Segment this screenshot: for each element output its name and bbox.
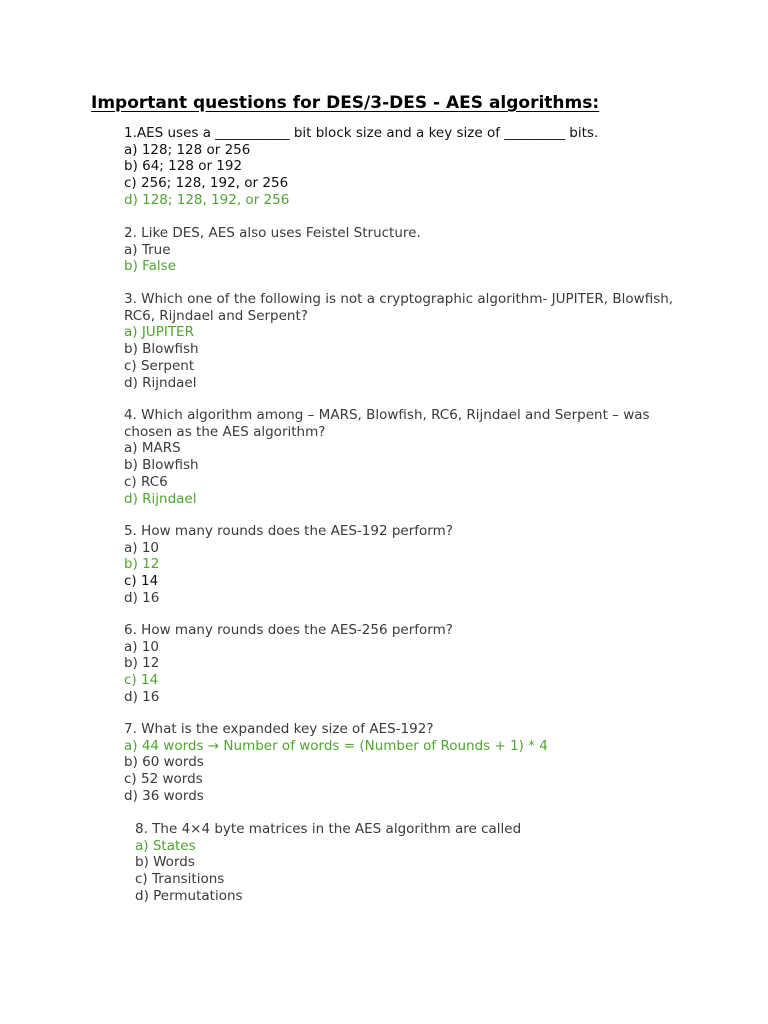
option-a: a) MARS xyxy=(124,440,181,457)
option-b-correct: b) 12 xyxy=(124,556,160,573)
question-1 xyxy=(124,125,684,209)
option-c-correct: c) 14 xyxy=(124,672,159,689)
question-8 xyxy=(135,821,695,905)
option-d: d) 16 xyxy=(124,589,160,606)
question-5 xyxy=(124,523,684,607)
option-a-correct: a) JUPITER xyxy=(124,324,194,341)
option-b: b) Words xyxy=(135,854,195,871)
option-a: a) 10 xyxy=(124,539,160,556)
option-b: b) Blowfish xyxy=(124,341,199,358)
option-c: c) RC6 xyxy=(124,473,168,490)
option-c: c) 256; 128, 192, or 256 xyxy=(124,175,289,192)
question-6 xyxy=(124,622,684,706)
option-d: d) 16 xyxy=(124,688,160,705)
option-c: c) 52 words xyxy=(124,771,203,788)
option-c: c) Transitions xyxy=(135,871,225,888)
option-a-correct: a) 44 words → Number of words = (Number of Rounds + 1) * 4 xyxy=(124,737,548,754)
question-2 xyxy=(124,225,684,275)
option-c: c) 14 xyxy=(124,573,159,590)
option-b: b) 12 xyxy=(124,655,160,672)
question-text: 8. The 4×4 byte matrices in the AES algorithm are called xyxy=(135,821,522,837)
question-4 xyxy=(124,407,684,507)
question-text: 2. Like DES, AES also uses Feistel Structure. xyxy=(124,225,421,241)
option-d-correct: d) 128; 128, 192, or 256 xyxy=(124,191,290,208)
question-3 xyxy=(124,291,684,391)
option-b: b) 64; 128 or 192 xyxy=(124,158,243,175)
option-a-correct: a) States xyxy=(135,837,196,854)
option-c: c) Serpent xyxy=(124,357,195,374)
question-text: 7. What is the expanded key size of AES-192? xyxy=(124,721,434,737)
question-text: 5. How many rounds does the AES-192 perform? xyxy=(124,523,453,539)
option-b: b) 60 words xyxy=(124,754,204,771)
option-a: a) 10 xyxy=(124,638,160,655)
option-b: b) Blowfish xyxy=(124,457,199,474)
question-7 xyxy=(124,721,684,805)
option-a: a) 128; 128 or 256 xyxy=(124,141,251,158)
option-b-correct: b) False xyxy=(124,258,177,275)
question-text: 1.AES uses a ___________ bit block size and a key size of _________ bits. xyxy=(124,125,599,141)
page-title: Important questions for DES/3-DES - AES algorithms: xyxy=(91,93,600,113)
option-a: a) True xyxy=(124,241,171,258)
option-d: d) 36 words xyxy=(124,787,204,804)
question-text: 6. How many rounds does the AES-256 perform? xyxy=(124,622,453,638)
question-text: 4. Which algorithm among – MARS, Blowfish, RC6, Rijndael and Serpent – was chosen as the AES algorithm? xyxy=(124,407,654,440)
question-text: 3. Which one of the following is not a cryptographic algorithm- JUPITER, Blowfish, RC6, Rijndael and Serpent? xyxy=(124,291,678,324)
option-d-correct: d) Rijndael xyxy=(124,490,197,507)
option-d: d) Permutations xyxy=(135,887,243,904)
option-d: d) Rijndael xyxy=(124,374,197,391)
